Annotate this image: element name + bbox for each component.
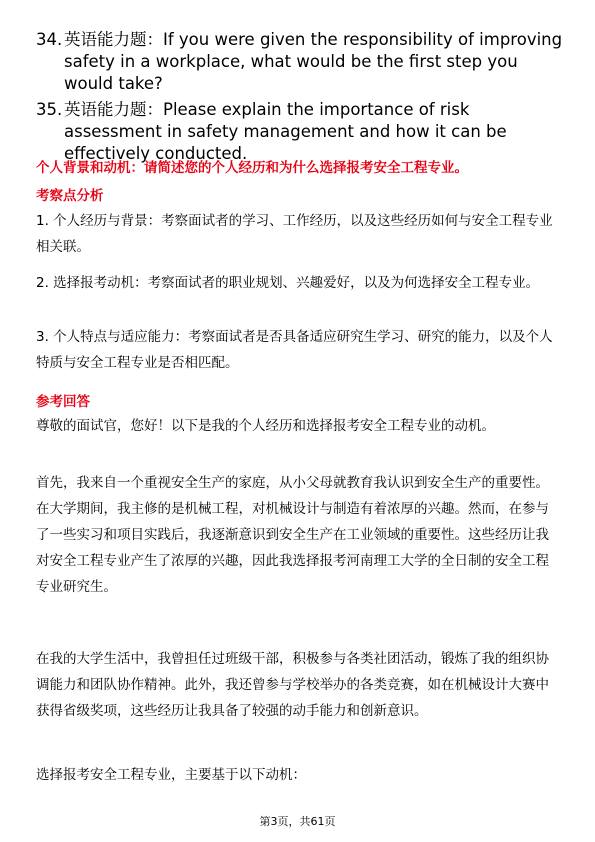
analysis-item-1: 1. 个人经历与背景：考察面试者的学习、工作经历，以及这些经历如何与安全工程专业相关联。 <box>36 213 553 255</box>
section-title: 个人背景和动机：请简述您的个人经历和为什么选择报考安全工程专业。 <box>36 160 468 176</box>
question-text: 英语能力题：Please explain the importance of risk assessment in safety management and how it can be effectively conducted. <box>64 100 507 163</box>
analysis-item-3: 3. 个人特点与适应能力：考察面试者是否具备适应研究生学习、研究的能力，以及个人特质与安全工程专业是否相匹配。 <box>36 329 553 371</box>
reference-paragraph-4: 选择报考安全工程专业，主要基于以下动机： <box>36 767 306 783</box>
question-number: 34. <box>36 30 63 49</box>
reference-heading: 参考回答 <box>36 394 90 410</box>
reference-paragraph-3: 在我的大学生活中，我曾担任过班级干部，积极参与各类社团活动，锻炼了我的组织协调能力和团队协作精神。此外，我还曾参与学校举办的各类竞赛，如在机械设计大赛中获得省级奖项，这些经历让我具备了较强的动手能力和创新意识。 <box>36 651 549 719</box>
question-34 <box>36 29 566 95</box>
question-35 <box>36 99 566 165</box>
page-footer: 第3页，共61页 <box>259 815 336 828</box>
reference-paragraph-1: 尊敬的面试官，您好！以下是我的个人经历和选择报考安全工程专业的动机。 <box>36 418 495 434</box>
analysis-heading: 考察点分析 <box>36 188 104 204</box>
analysis-item-2: 2. 选择报考动机：考察面试者的职业规划、兴趣爱好，以及为何选择安全工程专业。 <box>36 275 540 291</box>
question-number: 35. <box>36 100 63 119</box>
reference-paragraph-2: 首先，我来自一个重视安全生产的家庭，从小父母就教育我认识到安全生产的重要性。在大学期间，我主修的是机械工程，对机械设计与制造有着浓厚的兴趣。然而，在参与了一些实习和项目实践后，我逐渐意识到安全生产在工业领域的重要性。这些经历让我对安全工程专业产生了浓厚的兴趣，因此我选择报考河南理工大学的全日制的安全工程专业研究生。 <box>36 475 549 595</box>
question-text: 英语能力题：If you were given the responsibility of improving safety in a workplace, what would be the first step you would take? <box>64 30 563 93</box>
